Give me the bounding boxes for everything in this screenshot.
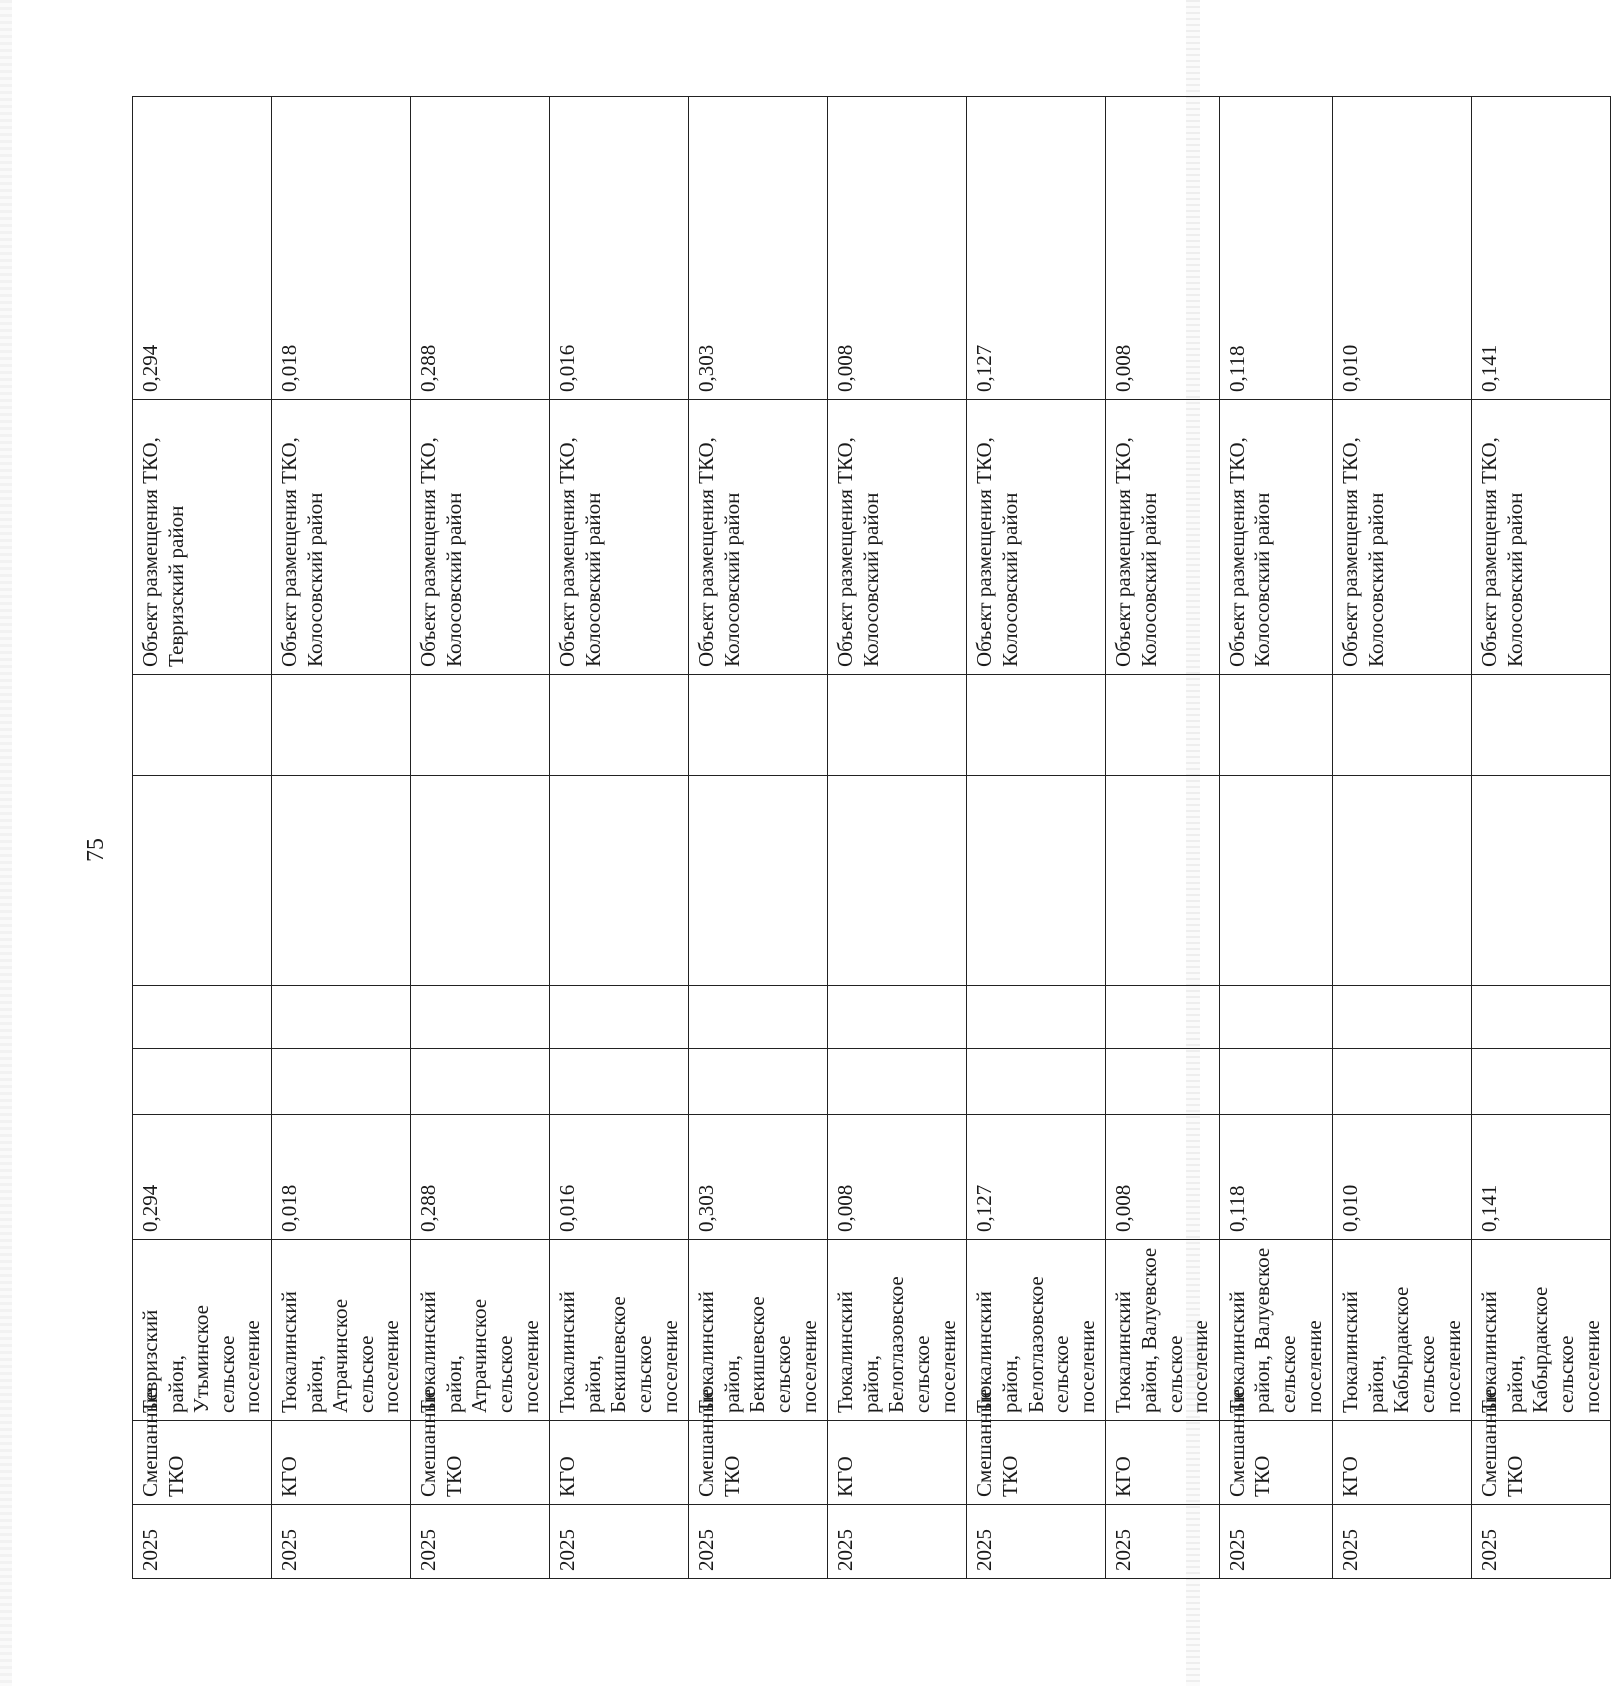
empty-cell	[1472, 675, 1611, 776]
year-cell: 2025	[272, 1505, 411, 1579]
empty-cell	[1106, 776, 1219, 986]
mass-out-cell: 0,141	[1472, 97, 1611, 400]
waste-type-cell: Смешанные ТКО	[1472, 1421, 1611, 1505]
scan-edge-left	[0, 0, 12, 1686]
empty-cell	[967, 776, 1106, 986]
waste-type-cell: КГО	[1106, 1421, 1219, 1505]
rotated-table-container	[132, 97, 1604, 1579]
mass-cell: 0,016	[550, 1115, 689, 1240]
empty-cell	[967, 986, 1106, 1049]
empty-cell	[689, 986, 828, 1049]
table-row	[967, 97, 1106, 1579]
empty-cell	[133, 776, 272, 986]
year-cell: 2025	[1219, 1505, 1332, 1579]
empty-cell	[550, 776, 689, 986]
empty-cell	[689, 1049, 828, 1115]
facility-cell: Объект размещения ТКО, Колосовский район	[1219, 400, 1332, 675]
empty-cell	[272, 986, 411, 1049]
year-cell: 2025	[1472, 1505, 1611, 1579]
year-cell: 2025	[1333, 1505, 1472, 1579]
year-cell: 2025	[828, 1505, 967, 1579]
empty-cell	[689, 776, 828, 986]
waste-type-cell: КГО	[828, 1421, 967, 1505]
location-cell: Тюкалинский район, Кабырдакское сельское поселение	[1333, 1240, 1472, 1421]
table-row	[689, 97, 828, 1579]
facility-cell: Объект размещения ТКО, Колосовский район	[1333, 400, 1472, 675]
facility-cell: Объект размещения ТКО, Колосовский район	[1106, 400, 1219, 675]
location-cell: Тевризский район, Утьминское сельское поселение	[133, 1240, 272, 1421]
mass-cell: 0,288	[411, 1115, 550, 1240]
empty-cell	[272, 675, 411, 776]
empty-cell	[1472, 776, 1611, 986]
mass-cell: 0,127	[967, 1115, 1106, 1240]
empty-cell	[411, 1049, 550, 1115]
facility-cell: Объект размещения ТКО, Колосовский район	[1472, 400, 1611, 675]
mass-out-cell: 0,303	[689, 97, 828, 400]
empty-cell	[828, 776, 967, 986]
empty-cell	[133, 986, 272, 1049]
empty-cell	[828, 986, 967, 1049]
facility-cell: Объект размещения ТКО, Колосовский район	[272, 400, 411, 675]
year-cell: 2025	[967, 1505, 1106, 1579]
mass-cell: 0,303	[689, 1115, 828, 1240]
table-row	[1219, 97, 1332, 1579]
year-cell: 2025	[1106, 1505, 1219, 1579]
location-cell: Тюкалинский район, Бекишевское сельское поселение	[550, 1240, 689, 1421]
mass-out-cell: 0,288	[411, 97, 550, 400]
table-row	[1106, 97, 1219, 1579]
location-cell: Тюкалинский район, Валуевское сельское поселение	[1106, 1240, 1219, 1421]
location-cell: Тюкалинский район, Бекишевское сельское поселение	[689, 1240, 828, 1421]
mass-cell: 0,294	[133, 1115, 272, 1240]
mass-cell: 0,008	[1106, 1115, 1219, 1240]
mass-out-cell: 0,127	[967, 97, 1106, 400]
year-cell: 2025	[550, 1505, 689, 1579]
table-row	[828, 97, 967, 1579]
empty-cell	[411, 986, 550, 1049]
waste-type-cell: Смешанные ТКО	[411, 1421, 550, 1505]
facility-cell: Объект размещения ТКО, Колосовский район	[689, 400, 828, 675]
mass-out-cell: 0,008	[1106, 97, 1219, 400]
empty-cell	[1219, 1049, 1332, 1115]
mass-out-cell: 0,294	[133, 97, 272, 400]
mass-out-cell: 0,118	[1219, 97, 1332, 400]
empty-cell	[411, 675, 550, 776]
facility-cell: Объект размещения ТКО, Колосовский район	[967, 400, 1106, 675]
empty-cell	[550, 986, 689, 1049]
empty-cell	[272, 1049, 411, 1115]
table-row	[272, 97, 411, 1579]
waste-type-cell: КГО	[1333, 1421, 1472, 1505]
empty-cell	[550, 675, 689, 776]
location-cell: Тюкалинский район, Валуевское сельское поселение	[1219, 1240, 1332, 1421]
empty-cell	[1219, 776, 1332, 986]
empty-cell	[1106, 986, 1219, 1049]
empty-cell	[1472, 1049, 1611, 1115]
mass-cell: 0,018	[272, 1115, 411, 1240]
table-row	[411, 97, 550, 1579]
year-cell: 2025	[411, 1505, 550, 1579]
empty-cell	[1219, 675, 1332, 776]
empty-cell	[1333, 776, 1472, 986]
waste-type-cell: Смешанные ТКО	[133, 1421, 272, 1505]
waste-type-cell: Смешанные ТКО	[967, 1421, 1106, 1505]
facility-cell: Объект размещения ТКО, Колосовский район	[411, 400, 550, 675]
page-number: 75	[83, 838, 109, 862]
location-cell: Тюкалинский район, Кабырдакское сельское поселение	[1472, 1240, 1611, 1421]
empty-cell	[550, 1049, 689, 1115]
facility-cell: Объект размещения ТКО, Колосовский район	[550, 400, 689, 675]
year-cell: 2025	[133, 1505, 272, 1579]
waste-type-cell: Смешанные ТКО	[1219, 1421, 1332, 1505]
mass-out-cell: 0,010	[1333, 97, 1472, 400]
empty-cell	[1472, 986, 1611, 1049]
table-row	[1333, 97, 1472, 1579]
location-cell: Тюкалинский район, Белоглазовское сельское поселение	[967, 1240, 1106, 1421]
mass-out-cell: 0,018	[272, 97, 411, 400]
empty-cell	[967, 1049, 1106, 1115]
waste-type-cell: КГО	[550, 1421, 689, 1505]
empty-cell	[828, 675, 967, 776]
waste-table	[132, 96, 1611, 1579]
empty-cell	[1106, 675, 1219, 776]
location-cell: Тюкалинский район, Белоглазовское сельское поселение	[828, 1240, 967, 1421]
empty-cell	[411, 776, 550, 986]
mass-cell: 0,141	[1472, 1115, 1611, 1240]
empty-cell	[133, 675, 272, 776]
empty-cell	[828, 1049, 967, 1115]
mass-out-cell: 0,016	[550, 97, 689, 400]
table-wrapper	[132, 97, 1604, 1579]
waste-type-cell: КГО	[272, 1421, 411, 1505]
table-row	[1472, 97, 1611, 1579]
facility-cell: Объект размещения ТКО, Колосовский район	[828, 400, 967, 675]
mass-cell: 0,118	[1219, 1115, 1332, 1240]
empty-cell	[689, 675, 828, 776]
table-row	[133, 97, 272, 1579]
empty-cell	[1106, 1049, 1219, 1115]
empty-cell	[967, 675, 1106, 776]
mass-cell: 0,008	[828, 1115, 967, 1240]
year-cell: 2025	[689, 1505, 828, 1579]
location-cell: Тюкалинский район, Атрачинское сельское поселение	[272, 1240, 411, 1421]
empty-cell	[272, 776, 411, 986]
facility-cell: Объект размещения ТКО, Тевризский район	[133, 400, 272, 675]
empty-cell	[1333, 986, 1472, 1049]
empty-cell	[1333, 1049, 1472, 1115]
empty-cell	[133, 1049, 272, 1115]
waste-type-cell: Смешанные ТКО	[689, 1421, 828, 1505]
empty-cell	[1333, 675, 1472, 776]
mass-cell: 0,010	[1333, 1115, 1472, 1240]
table-row	[550, 97, 689, 1579]
mass-out-cell: 0,008	[828, 97, 967, 400]
empty-cell	[1219, 986, 1332, 1049]
location-cell: Тюкалинский район, Атрачинское сельское поселение	[411, 1240, 550, 1421]
